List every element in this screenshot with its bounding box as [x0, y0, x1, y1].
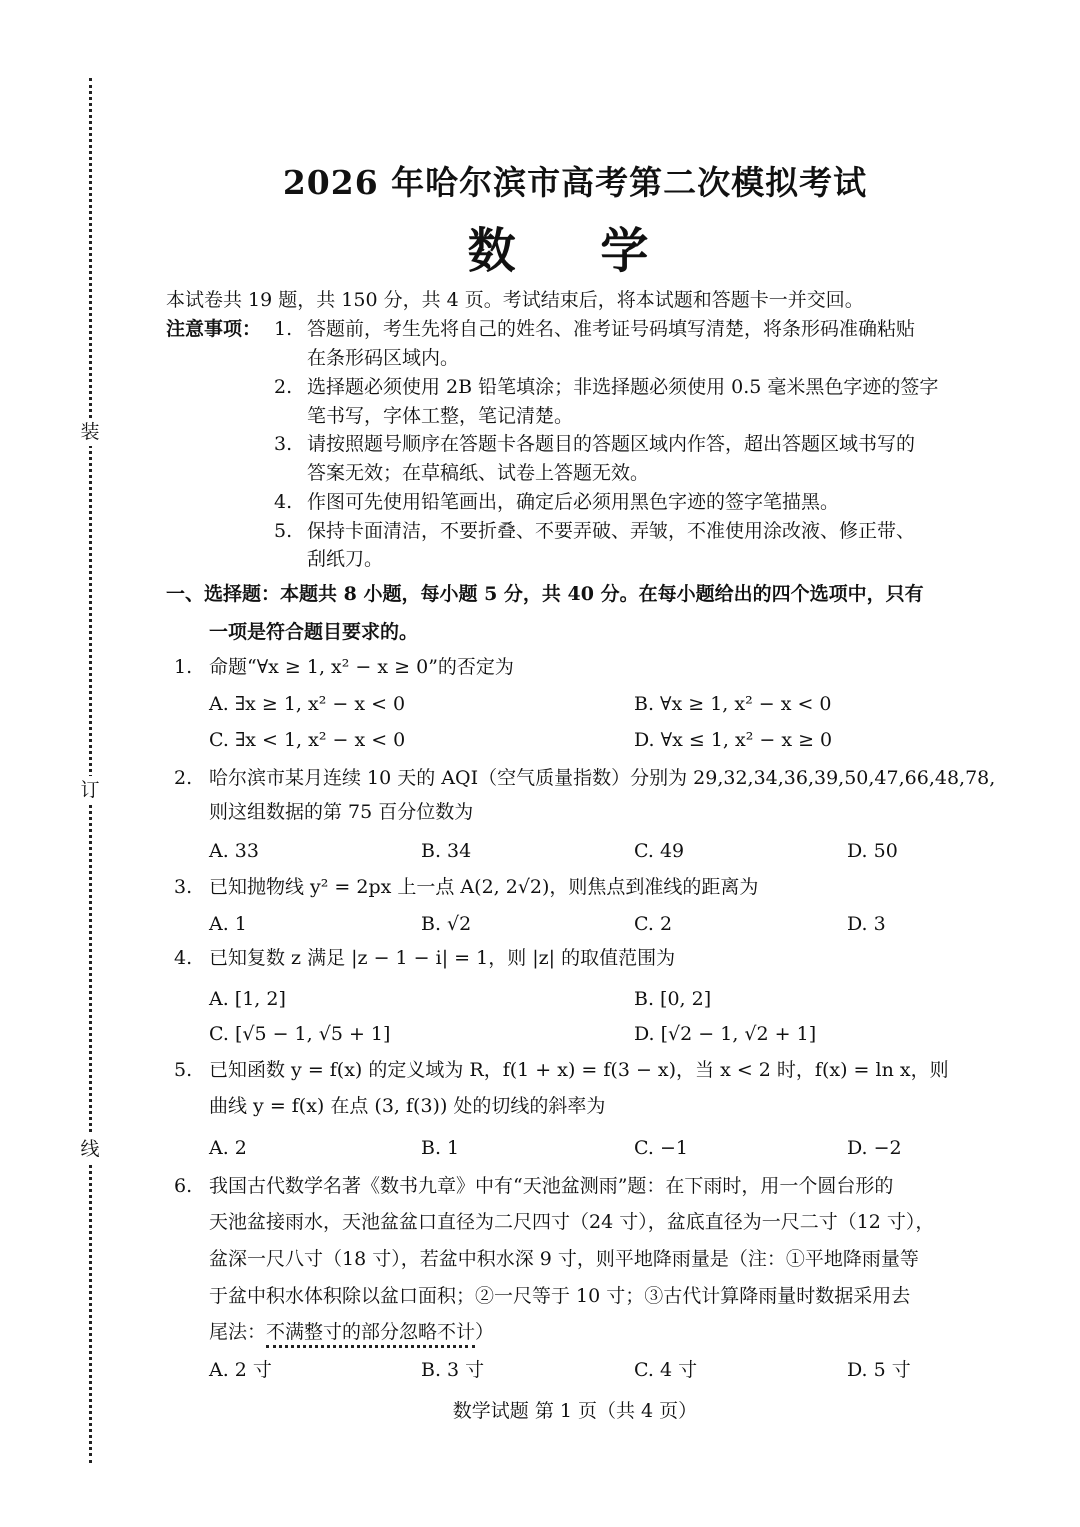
- q2-stem-line-1: 哈尔滨市某月连续 10 天的 AQI（空气质量指数）分别为 29,32,34,36,39,50,47,66,48,78,: [209, 767, 996, 789]
- q4-number: 4.: [174, 947, 193, 969]
- q1-option-a: A. ∃x ≥ 1, x² − x < 0: [209, 693, 406, 715]
- note-5-line-1: 保持卡面清洁，不要折叠、不要弄破、弄皱，不准使用涂改液、修正带、: [307, 520, 916, 542]
- q2-option-b: B. 34: [421, 840, 472, 862]
- note-3-line-2: 答案无效；在草稿纸、试卷上答题无效。: [307, 462, 650, 484]
- q2-option-a: A. 33: [209, 840, 259, 862]
- binding-dotted-line: [89, 78, 92, 1463]
- exam-subject: 数 学: [467, 223, 683, 279]
- q5-number: 5.: [174, 1059, 193, 1081]
- q6-number: 6.: [174, 1175, 193, 1197]
- note-1-num: 1.: [274, 318, 293, 340]
- exam-title: 2026 年哈尔滨市高考第二次模拟考试: [282, 163, 868, 202]
- q6-option-b: B. 3 寸: [421, 1359, 485, 1381]
- q1-option-c: C. ∃x < 1, x² − x < 0: [209, 729, 406, 751]
- q5-option-c: C. −1: [634, 1137, 688, 1159]
- q2-number: 2.: [174, 767, 193, 789]
- q2-option-c: C. 49: [634, 840, 685, 862]
- note-3-line-1: 请按照题号顺序在答题卡各题目的答题区域内作答，超出答题区域书写的: [307, 433, 916, 455]
- note-2-num: 2.: [274, 376, 293, 398]
- exam-intro: 本试卷共 19 题，共 150 分，共 4 页。考试结束后，将本试题和答题卡一并交回。: [166, 289, 864, 311]
- notes-label: 注意事项：: [166, 318, 262, 340]
- q6-stem-line-1: 我国古代数学名著《数书九章》中有“天池盆测雨”题：在下雨时，用一个圆台形的: [209, 1175, 894, 1197]
- q3-option-a: A. 1: [209, 913, 247, 935]
- note-4-line-1: 作图可先使用铅笔画出，确定后必须用黑色字迹的签字笔描黑。: [307, 491, 840, 513]
- q6-option-a: A. 2 寸: [209, 1359, 272, 1381]
- q2-option-d: D. 50: [847, 840, 898, 862]
- binding-mark-xian: 线: [78, 1135, 102, 1163]
- note-2-line-2: 笔书写，字体工整，笔记清楚。: [307, 405, 574, 427]
- q4-stem: 已知复数 z 满足 |z − 1 − i| = 1，则 |z| 的取值范围为: [209, 947, 676, 969]
- note-2-line-1: 选择题必须使用 2B 铅笔填涂；非选择题必须使用 0.5 毫米黑色字迹的签字: [307, 376, 939, 398]
- note-4-num: 4.: [274, 491, 293, 513]
- q6-stem-line-3: 盆深一尺八寸（18 寸），若盆中积水深 9 寸，则平地降雨量是（注：①平地降雨量等: [209, 1248, 919, 1270]
- q3-number: 3.: [174, 876, 193, 898]
- note-1-line-1: 答题前，考生先将自己的姓名、准考证号码填写清楚，将条形码准确粘贴: [307, 318, 916, 340]
- q5-option-a: A. 2: [209, 1137, 247, 1159]
- q6-option-c: C. 4 寸: [634, 1359, 698, 1381]
- q5-option-d: D. −2: [847, 1137, 902, 1159]
- q6-stem-line-4: 于盆中积水体积除以盆口面积；②一尺等于 10 寸；③古代计算降雨量时数据采用去: [209, 1285, 911, 1307]
- q5-option-b: B. 1: [421, 1137, 460, 1159]
- section-1-heading-cont: 一项是符合题目要求的。: [209, 621, 419, 643]
- q6-stem-last-prefix: 尾法：: [209, 1321, 267, 1343]
- q6-stem-last-suffix: ）: [475, 1321, 495, 1343]
- q6-stem-line-5: [209, 1320, 494, 1344]
- q4-option-c: C. [√5 − 1, √5 + 1]: [209, 1023, 391, 1045]
- q6-stem-line-2: 天池盆接雨水，天池盆盆口直径为二尺四寸（24 寸），盆底直径为一尺二寸（12 寸），: [209, 1211, 935, 1233]
- q3-option-d: D. 3: [847, 913, 886, 935]
- q4-option-d: D. [√2 − 1, √2 + 1]: [634, 1023, 817, 1045]
- q5-stem-line-1: 已知函数 y = f(x) 的定义域为 R，f(1 + x) = f(3 − x)，当 x < 2 时，f(x) = ln x，则: [209, 1059, 949, 1081]
- binding-mark-ding: 订: [78, 776, 102, 804]
- q4-option-b: B. [0, 2]: [634, 988, 712, 1010]
- q1-option-b: B. ∀x ≥ 1, x² − x < 0: [634, 693, 832, 715]
- note-5-num: 5.: [274, 520, 293, 542]
- page-footer: 数学试题 第 1 页（共 4 页）: [452, 1400, 698, 1422]
- note-1-line-2: 在条形码区域内。: [307, 347, 460, 369]
- binding-mark-zhuang: 装: [78, 418, 102, 446]
- q4-option-a: A. [1, 2]: [209, 988, 286, 1010]
- q1-number: 1.: [174, 656, 193, 678]
- q3-option-b: B. √2: [421, 913, 472, 935]
- note-3-num: 3.: [274, 433, 293, 455]
- q1-option-d: D. ∀x ≤ 1, x² − x ≥ 0: [634, 729, 833, 751]
- section-1-heading: 一、选择题：本题共 8 小题，每小题 5 分，共 40 分。在每小题给出的四个选项中，只有: [166, 583, 924, 605]
- q1-stem: 命题“∀x ≥ 1, x² − x ≥ 0”的否定为: [209, 656, 514, 678]
- q5-stem-line-2: 曲线 y = f(x) 在点 (3, f(3)) 处的切线的斜率为: [209, 1095, 606, 1117]
- q6-option-d: D. 5 寸: [847, 1359, 911, 1381]
- q3-option-c: C. 2: [634, 913, 673, 935]
- note-5-line-2: 刮纸刀。: [307, 548, 384, 570]
- q6-emphasized-note: 不满整寸的部分忽略不计: [266, 1321, 475, 1348]
- q2-stem-line-2: 则这组数据的第 75 百分位数为: [209, 801, 474, 823]
- q3-stem: 已知抛物线 y² = 2px 上一点 A(2, 2√2)，则焦点到准线的距离为: [209, 876, 759, 898]
